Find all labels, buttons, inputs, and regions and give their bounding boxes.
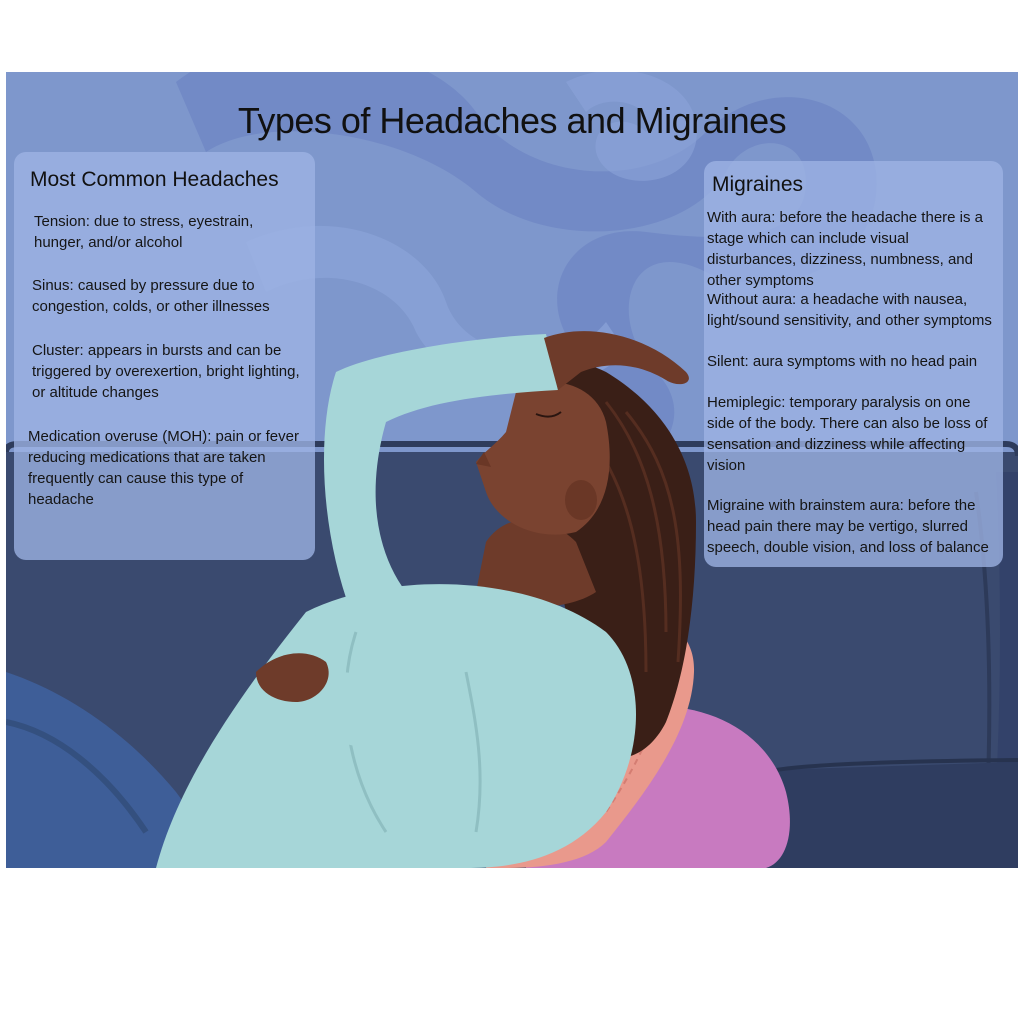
list-item: Without aura: a headache with nausea, light/sound sensitivity, and other symptoms xyxy=(707,291,992,329)
common-headaches-heading: Most Common Headaches xyxy=(30,168,279,191)
ear xyxy=(565,480,597,520)
list-item: Medication overuse (MOH): pain or fever reducing medications that are taken frequently can cause this type of headache xyxy=(28,428,299,508)
list-item: Sinus: caused by pressure due to congestion, colds, or other illnesses xyxy=(32,277,270,315)
page-title: Types of Headaches and Migraines xyxy=(237,100,787,141)
migraines-heading: Migraines xyxy=(712,173,804,196)
list-item: Cluster: appears in bursts and can be triggered by overexertion, bright lighting, or altitude changes xyxy=(32,342,300,401)
common-headaches-panel xyxy=(14,152,315,560)
list-item: Hemiplegic: temporary paralysis on one side of the body. There can also be loss of sensation and dizziness while affecting vision xyxy=(707,394,988,474)
list-item: Silent: aura symptoms with no head pain xyxy=(707,353,978,370)
infographic-canvas xyxy=(6,72,1018,868)
list-item: Migraine with brainstem aura: before the head pain there may be vertigo, slurred speech, double vision, and loss of balance xyxy=(707,497,989,556)
list-item: Tension: due to stress, eyestrain, hunger, and/or alcohol xyxy=(34,213,254,251)
list-item: With aura: before the headache there is a stage which can include visual disturbances, dizziness, numbness, and other symptoms xyxy=(707,209,984,289)
migraines-panel xyxy=(704,161,1003,567)
